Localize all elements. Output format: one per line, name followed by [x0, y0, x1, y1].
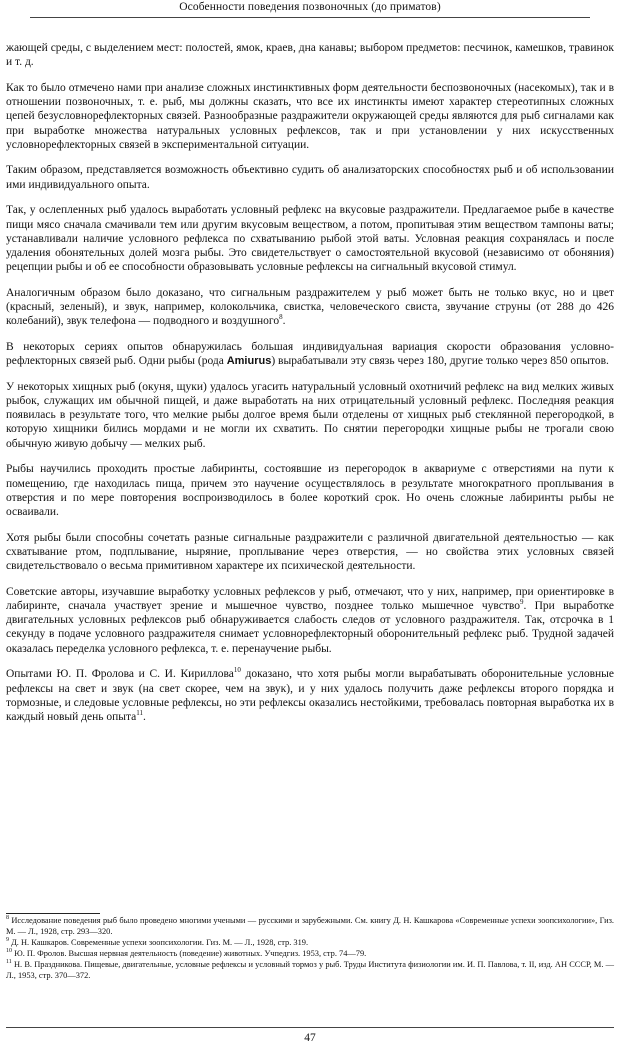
footnote-number: 8 — [6, 915, 9, 922]
paragraph — [6, 667, 614, 724]
page-number: 47 — [304, 1032, 316, 1044]
footnotes — [6, 913, 614, 981]
footnote-ref[interactable]: 11 — [136, 709, 144, 718]
footnote-number: 11 — [6, 958, 12, 965]
footnote — [6, 960, 614, 982]
main-text — [6, 41, 614, 736]
footnote-text: Ю. П. Фролов. Высшая нервная деятельность (поведение) животных. Учпедгиз. 1953, стр. 74—79. — [14, 948, 367, 958]
running-header — [30, 0, 590, 18]
footnote-ref[interactable]: 9 — [519, 598, 524, 607]
footnote-number: 10 — [6, 947, 12, 954]
footnote-divider — [6, 913, 100, 914]
footnote-ref[interactable]: 8 — [279, 313, 283, 322]
footnote-text: Н. В. Праздникова. Пищевые, двигательные, условные рефлексы и условный тормоз у рыб. Труды Института физиологии им. И. П. Павлова, т. II, изд. АН СССР, М. — Л., 1953, стр. 370—372. — [6, 959, 615, 980]
paragraph-text: . При выработке двигательных условных рефлексов рыб обнаруживается слабость следов от условного раздражителя. Так, отсрочка в 1 секунду в подаче условного раздражителя снимает условнорефлекторный оборонительный рефлекс рыб. Трудной задачей оказалась переделка условного рефлекса, т. е. перенаучение рыбы. — [6, 600, 615, 655]
paragraph: У некоторых хищных рыб (окуня, щуки) удалось угасить натуральный условный охотничий рефлекс на вид мелких живых рыбок, служащих им обычной пищей, и даже выработать на них отрицательный условный рефлекс. Последняя реакция появилась в результате того, что мелкие рыбы долгое время были отделены от хищных рыб стеклянной перегородкой, в которую хищники бились мордами и не могли их схватить. По снятии перегородки хищные рыбы не трогали свою обычную живую добычу — мелких рыб. — [6, 380, 614, 450]
paragraph: Так, у ослепленных рыб удалось выработать условный рефлекс на вкусовые раздражители. Предлагаемое рыбе в качестве пищи мясо сначала смачивали тем или другим вкусовым веществом, а потом, пропитывая этим веществом тампоны ваты; устанавливали наличие условного рефлекса по схватыванию рыбой этой ваты. Условная реакция сохранялась и после удаления обонятельных долей мозга рыбы. Это свидетельствует о самостоятельной вкусовой (независимо от обоняния) рецепции рыбы и об ее способности образовывать условные рефлексы на сигнальный вкусовой стимул. — [6, 204, 614, 274]
paragraph: Хотя рыбы были способны сочетать разные сигнальные раздражители с различной двигательной деятельностью — как схватывание ртом, подплывание, ныряние, проплывание через отверстия, — но свойства этих условных связей свидетельствовало о весьма примитивном характере их психической деятельности. — [6, 531, 614, 573]
paragraph: жающей среды, с выделением мест: полостей, ямок, краев, дна канавы; выбором предметов: песчинок, камешков, травинок и т. д. — [6, 42, 614, 69]
paragraph-text: Опытами Ю. П. Фролова и С. И. Кириллова — [6, 668, 234, 681]
footnote — [6, 916, 614, 938]
paragraph — [6, 340, 614, 368]
footnote — [6, 938, 614, 949]
paragraph — [6, 286, 614, 329]
paragraph-text: Аналогичным образом было доказано, что сигнальным раздражителем у рыб может быть не только вкус, но и цвет (красный, зеленый), и звук, например, колокольчика, свистка, человеческого свиста, звучание струны (от 288 до 426 колебаний), звук телефона — подводного и воздушного — [6, 286, 614, 328]
footnote — [6, 949, 614, 960]
paragraph: Как то было отмечено нами при анализе сложных инстинктивных форм деятельности беспозвоночных (насекомых), так и в отношении позвоночных, т. е. рыб, мы должны сказать, что все их инстинкты имеют характер стереотипных сложных цепей безусловнорефлекторных связей. Разнообразные раздражители окружающей среды являются для рыб сигналами как при выработке множества натуральных условных рефлексов, так и при установлении у них искусственных условнорефлекторных связей в экспериментальной ситуации. — [6, 81, 614, 151]
paragraph-text: доказано, что хотя рыбы могли вырабатывать оборонительные условные рефлексы на свет и звук (на свет скорее, чем на звук), и у них удалось получить даже рефлексы второго порядка и тормозные, и следовые условные рефлексы, но эти рефлексы оказались нестойкими, требовалась повторная выработка их в каждый новый день опыта — [6, 668, 614, 723]
running-title: Особенности поведения позвоночных (до приматов) — [179, 1, 441, 13]
paragraph-text: . — [282, 315, 286, 328]
footnote-text: Д. Н. Кашкаров. Современные успехи зоопсихологии. Гиз. М. — Л., 1928, стр. 319. — [11, 937, 309, 947]
paragraph-text: . — [143, 710, 146, 723]
paragraph — [6, 585, 614, 656]
footnote-number: 9 — [6, 937, 9, 944]
paragraph-text: Советские авторы, изучавшие выработку условных рефлексов у рыб, отмечают, что у них, например, при ориентировке в лабиринте, сначала участвует зрение и мышечное чувство, позднее только мышечное чувство — [6, 585, 614, 612]
paragraph-text: ) вырабатывали эту связь через 180, другие только через 850 опытов. — [271, 355, 609, 368]
genus-name: Amiurus — [226, 355, 272, 368]
paragraph: Рыбы научились проходить простые лабиринты, состоявшие из перегородок в аквариуме с отверстиями на пути к помещению, где находилась пища, причем это научение осуществлялось в результате многократного проплывания в отверстия и по мере повторения воспроизводилось в более короткий срок. Но очень сложные лабиринты рыбы не осваивали. — [6, 463, 614, 518]
bottom-divider — [6, 1027, 614, 1028]
footnote-ref[interactable]: 10 — [233, 666, 241, 675]
paragraph-text: В некоторых сериях опытов обнаружилась большая индивидуальная вариация скорости образования условно-рефлекторных связей рыб. Одни рыбы (рода — [6, 340, 614, 368]
footnote-text: Исследование поведения рыб было проведено многими учеными — русскими и зарубежными. См. книгу Д. Н. Кашкарова «Современные успехи зоопсихологии», Гиз. М. — Л., 1928, стр. 293—320. — [6, 916, 614, 936]
paragraph: Таким образом, представляется возможность объективно судить об анализаторских способностях рыб и об использовании ими индивидуального опыта. — [6, 164, 614, 191]
